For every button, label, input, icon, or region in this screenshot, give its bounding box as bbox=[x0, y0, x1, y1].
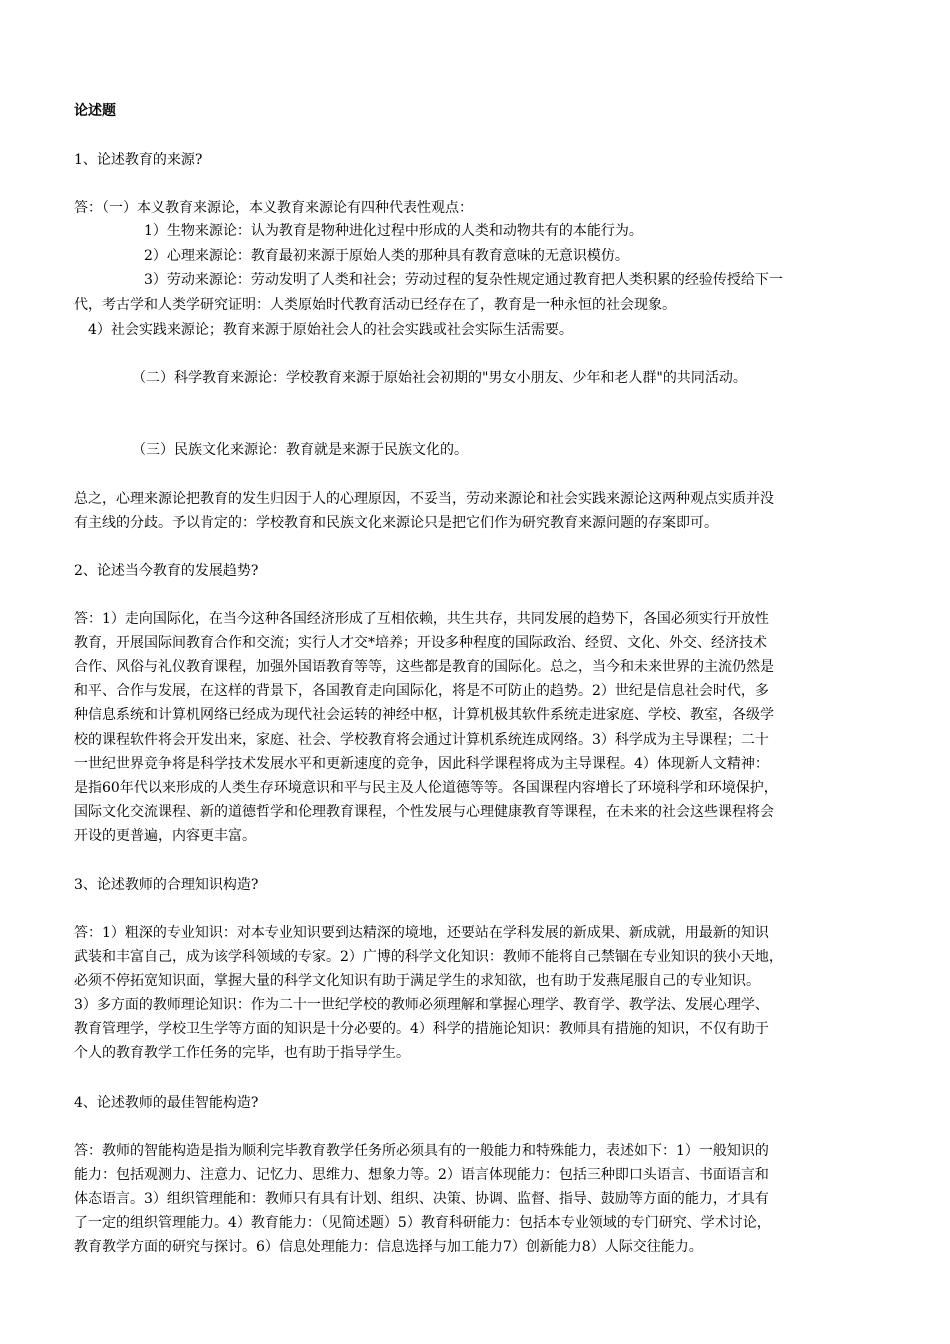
answer-1-line: 代，考古学和人类学研究证明：人类原始时代教育活动已经存在了，教育是一种永恒的社会现象。 bbox=[74, 297, 676, 313]
question-2: 2、论述当今教育的发展趋势? bbox=[74, 563, 259, 579]
answer-2-line: 是指60年代以来形成的人类生存环境意识和平与民主及人伦道德等等。各国课程内容增长了环境科学和环境保护， bbox=[74, 780, 778, 796]
question-3: 3、论述教师的合理知识构造? bbox=[74, 877, 259, 893]
answer-1-line: （三）民族文化来源论：教育就是来源于民族文化的。 bbox=[132, 442, 468, 458]
answer-4-line: 答：教师的智能构造是指为顺利完毕教育教学任务所必须具有的一般能力和特殊能力，表述如下：1）一般知识的 bbox=[74, 1143, 769, 1159]
answer-1-line: 有主线的分歧。予以肯定的：学校教育和民族文化来源论只是把它们作为研究教育来源问题的存案即可。 bbox=[74, 515, 718, 531]
answer-2-line: 开设的更普遍，内容更丰富。 bbox=[74, 828, 256, 844]
answer-2-line: 合作、风俗与礼仪教育课程，加强外国语教育等等，这些都是教育的国际化。总之，当今和未来世界的主流仍然是 bbox=[74, 659, 774, 675]
answer-1-line: 4）社会实践来源论；教育来源于原始社会人的社会实践或社会实际生活需要。 bbox=[88, 322, 573, 338]
answer-3-line: 教育管理学，学校卫生学等方面的知识是十分必要的。4）科学的措施论知识：教师具有措施的知识，不仅有助于 bbox=[74, 1021, 769, 1037]
question-1: 1、论述教育的来源? bbox=[74, 152, 203, 168]
answer-3-line: 答：1）粗深的专业知识：对本专业知识要到达精深的境地，还要站在学科发展的新成果、新成就，用最新的知识 bbox=[74, 925, 769, 941]
answer-3-line: 3）多方面的教师理论知识：作为二十一世纪学校的教师必须理解和掌握心理学、教育学、教学法、发展心理学、 bbox=[74, 997, 769, 1013]
answer-2-line: 答：1）走向国际化，在当今这种各国经济形成了互相依赖，共生共存，共同发展的趋势下，各国必须实行开放性 bbox=[74, 611, 769, 627]
answer-2-line: 种信息系统和计算机网络已经成为现代社会运转的神经中枢，计算机极其软件系统走进家庭、学校、教室，各级学 bbox=[74, 707, 774, 723]
answer-3-line: 武装和丰富自己，成为该学科领域的专家。2）广博的科学文化知识：教师不能将自己禁锢在专业知识的狭小天地， bbox=[74, 949, 783, 965]
answer-4-line: 体态语言。3）组织管理能和：教师只有具有计划、组织、决策、协调、监督、指导、鼓励等方面的能力，才具有 bbox=[74, 1191, 769, 1207]
answer-4-line: 了一定的组织管理能力。4）教育能力：（见简述题）5）教育科研能力：包括本专业领域的专门研究、学术讨论， bbox=[74, 1215, 771, 1231]
answer-2-line: 教育，开展国际间教育合作和交流；实行人才交*培养；开设多种程度的国际政治、经贸、文化、外交、经济技术 bbox=[74, 635, 767, 651]
answer-1-line: 1）生物来源论：认为教育是物种进化过程中形成的人类和动物共有的本能行为。 bbox=[144, 223, 643, 239]
answer-4-line: 能力：包括观测力、注意力、记忆力、思维力、想象力等。2）语言体现能力：包括三种即口头语言、书面语言和 bbox=[74, 1167, 769, 1183]
answer-1-line: 总之，心理来源论把教育的发生归因于人的心理原因，不妥当，劳动来源论和社会实践来源论这两种观点实质并没 bbox=[74, 491, 774, 507]
answer-4-line: 教育教学方面的研究与探讨。6）信息处理能力：信息选择与加工能力7）创新能力8）人际交往能力。 bbox=[74, 1239, 703, 1255]
answer-2-line: 校的课程软件将会开发出来，家庭、社会、学校教育将会通过计算机系统连成网络。3）科学成为主导课程；二十 bbox=[74, 732, 769, 748]
answer-1-line: 3）劳动来源论：劳动发明了人类和社会；劳动过程的复杂性规定通过教育把人类积累的经验传授给下一 bbox=[144, 272, 783, 288]
answer-3-line: 必须不停拓宽知识面，掌握大量的科学文化知识有助于满足学生的求知欲，也有助于发燕尾服自己的专业知识。 bbox=[74, 973, 760, 989]
answer-2-line: 和平、合作与发展，在这样的背景下，各国教育走向国际化，将是不可防止的趋势。2）世纪是信息社会时代，多 bbox=[74, 683, 769, 699]
question-4: 4、论述教师的最佳智能构造? bbox=[74, 1095, 259, 1111]
answer-3-line: 个人的教育教学工作任务的完毕，也有助于指导学生。 bbox=[74, 1045, 410, 1061]
answer-1-line: 答：（一）本义教育来源论，本义教育来源论有四种代表性观点： bbox=[74, 200, 473, 216]
answer-2-line: 国际文化交流课程、新的道德哲学和伦理教育课程，个性发展与心理健康教育等课程，在未来的社会这些课程将会 bbox=[74, 804, 774, 820]
answer-1-line: 2）心理来源论：教育最初来源于原始人类的那种具有教育意味的无意识模仿。 bbox=[144, 248, 629, 264]
answer-1-line: （二）科学教育来源论：学校教育来源于原始社会初期的"男女小朋友、少年和老人群"的共同活动。 bbox=[132, 370, 747, 386]
answer-2-line: 一世纪世界竞争将是科学技术发展水平和更新速度的竞争，因此科学课程将成为主导课程。4）体现新人文精神： bbox=[74, 756, 769, 772]
section-heading: 论述题 bbox=[74, 103, 116, 119]
